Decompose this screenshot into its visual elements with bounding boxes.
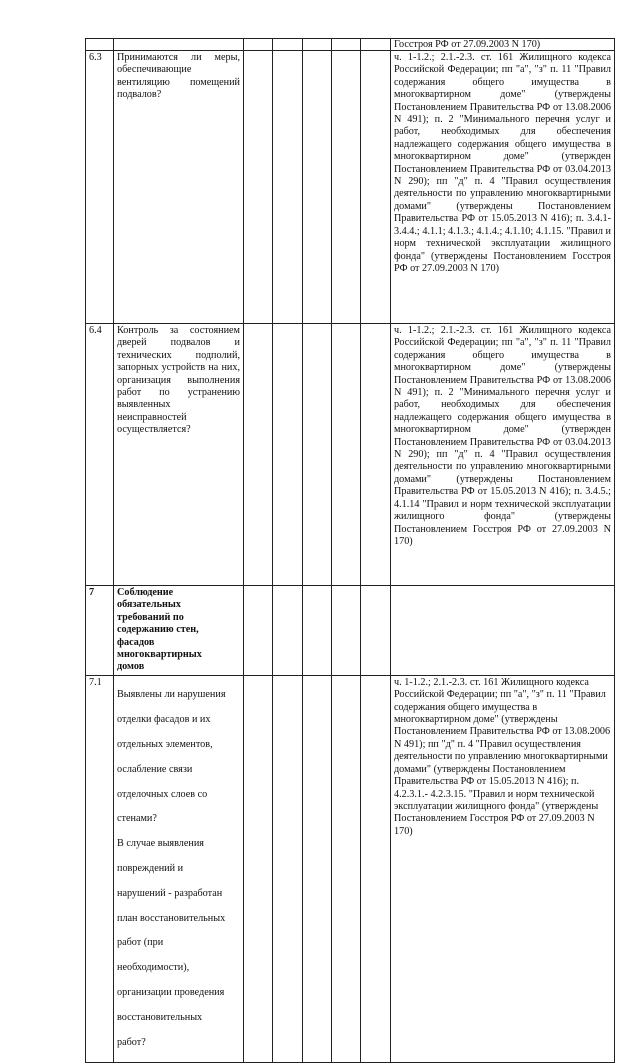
question-line: восстановительных xyxy=(117,1011,203,1023)
answer-cell xyxy=(244,51,273,324)
answer-cell xyxy=(361,39,391,51)
answer-cell xyxy=(303,586,332,676)
answer-cell xyxy=(303,51,332,324)
legal-reference-cell xyxy=(391,586,615,676)
question-line: повреждений и xyxy=(117,862,184,874)
answer-cell xyxy=(273,39,303,51)
answer-cell xyxy=(244,586,273,676)
answer-cell xyxy=(303,675,332,1063)
section-header-row xyxy=(86,586,615,676)
question-cell: Контроль за состоянием дверей подвалов и технических подполий, запорных устройств на них, организация выполнения работ по устранению выявленных неисправностей осуществляется? xyxy=(114,324,244,586)
answer-cell xyxy=(361,324,391,586)
legal-reference-cell: Госстроя РФ от 27.09.2003 N 170) xyxy=(391,39,615,51)
question-line: отдельных элементов, xyxy=(117,738,213,750)
table-row xyxy=(86,675,615,1063)
answer-cell xyxy=(273,586,303,676)
legal-reference-cell: ч. 1-1.2.; 2.1.-2.3. ст. 161 Жилищного кодекса Российской Федерации; пп "а", "з" п. 11 "Правил содержания общего имущества в многоквартирном доме" (утверждены Постановлением Правительства РФ от 13.08.2006 N 491); п. 2 "Минимального перечня услуг и работ, необходимых для обеспечения надлежащего содержания общего имущества в многоквартирном доме" (утвержден Постановлением Правительства РФ от 03.04.2013 N 290); пп "д" п. 4 "Правил осуществления деятельности по управлению многоквартирными домами" (утверждены Постановлением Правительства РФ от 15.05.2013 N 416); п. 3.4.1-3.4.4.; 4.1.1; 4.1.3.; 4.1.4.; 4.1.10; 4.1.15. "Правил и норм технической эксплуатации жилищного фонда" (утверждены Постановлением Госстроя РФ от 27.09.2003 N 170) xyxy=(391,51,615,324)
answer-cell xyxy=(273,51,303,324)
question-line: работ (при xyxy=(117,937,164,949)
legal-reference-cell: ч. 1-1.2.; 2.1.-2.3. ст. 161 Жилищного кодекса Российской Федерации; пп "а", "з" п. 11 "Правил содержания общего имущества в многоквартирном доме" (утверждены Постановлением Правительства РФ от 13.08.2006 N 491); пп "д" п. 4 "Правил осуществления деятельности по управлению многоквартирными домами" (утверждены Постановлением Правительства РФ от 15.05.2013 N 416); п. 4.2.3.1.- 4.2.3.15. "Правил и норм технической эксплуатации жилищного фонда" (утверждены Постановлением Госстроя РФ от 27.09.2003 N 170) xyxy=(391,675,615,1063)
answer-cell xyxy=(273,324,303,586)
answer-cell xyxy=(332,586,361,676)
question-line: отделки фасадов и их xyxy=(117,714,211,726)
section-title: Соблюдение обязательных требований по содержанию стен, фасадов многоквартирных домов xyxy=(114,586,244,676)
table-row xyxy=(86,324,615,586)
answer-cell xyxy=(303,39,332,51)
number-cell xyxy=(86,39,114,51)
item-number: 6.4 xyxy=(86,324,114,586)
question-line: стенами? xyxy=(117,813,157,825)
answer-cell xyxy=(332,675,361,1063)
inspection-checklist-table xyxy=(85,38,615,1063)
question-line: необходимости), xyxy=(117,962,190,974)
continuation-row xyxy=(86,39,615,51)
question-line: нарушений - разработан xyxy=(117,887,223,899)
question-line: организации проведения xyxy=(117,987,225,998)
answer-cell xyxy=(361,675,391,1063)
question-line: план восстановительных xyxy=(117,912,226,924)
question-line: ослабление связи xyxy=(117,763,193,775)
answer-cell xyxy=(244,675,273,1063)
table-row xyxy=(86,51,615,324)
answer-cell xyxy=(273,675,303,1063)
question-cell xyxy=(114,675,244,1063)
legal-reference-cell: ч. 1-1.2.; 2.1.-2.3. ст. 161 Жилищного кодекса Российской Федерации; пп "а", "з" п. 11 "Правил содержания общего имущества в многоквартирном доме" (утверждены Постановлением Правительства РФ от 13.08.2006 N 491); п. 2 "Минимального перечня услуг и работ, необходимых для обеспечения надлежащего содержания общего имущества в многоквартирном доме" (утвержден Постановлением Правительства РФ от 03.04.2013 N 290); пп "д" п. 4 "Правил осуществления деятельности по управлению многоквартирными домами" (утверждены Постановлением Правительства РФ от 15.05.2013 N 416); п. 3.4.5.; 4.1.14 "Правил и норм технической эксплуатации жилищного фонда" (утверждены Постановлением Госстроя РФ от 27.09.2003 N 170) xyxy=(391,324,615,586)
answer-cell xyxy=(244,39,273,51)
answer-cell xyxy=(332,324,361,586)
answer-cell xyxy=(361,51,391,324)
question-cell: Принимаются ли меры, обеспечивающие вентиляцию помещений подвалов? xyxy=(114,51,244,324)
question-line: В случае выявления xyxy=(117,838,204,850)
question-cell xyxy=(114,39,244,51)
section-number: 7 xyxy=(86,586,114,676)
answer-cell xyxy=(332,51,361,324)
question-line: работ? xyxy=(117,1036,146,1048)
answer-cell xyxy=(303,324,332,586)
question-line: Выявлены ли нарушения xyxy=(117,689,226,701)
answer-cell xyxy=(361,586,391,676)
question-line: отделочных слоев со xyxy=(117,788,208,800)
answer-cell xyxy=(244,324,273,586)
item-number: 7.1 xyxy=(86,675,114,1063)
item-number: 6.3 xyxy=(86,51,114,324)
answer-cell xyxy=(332,39,361,51)
